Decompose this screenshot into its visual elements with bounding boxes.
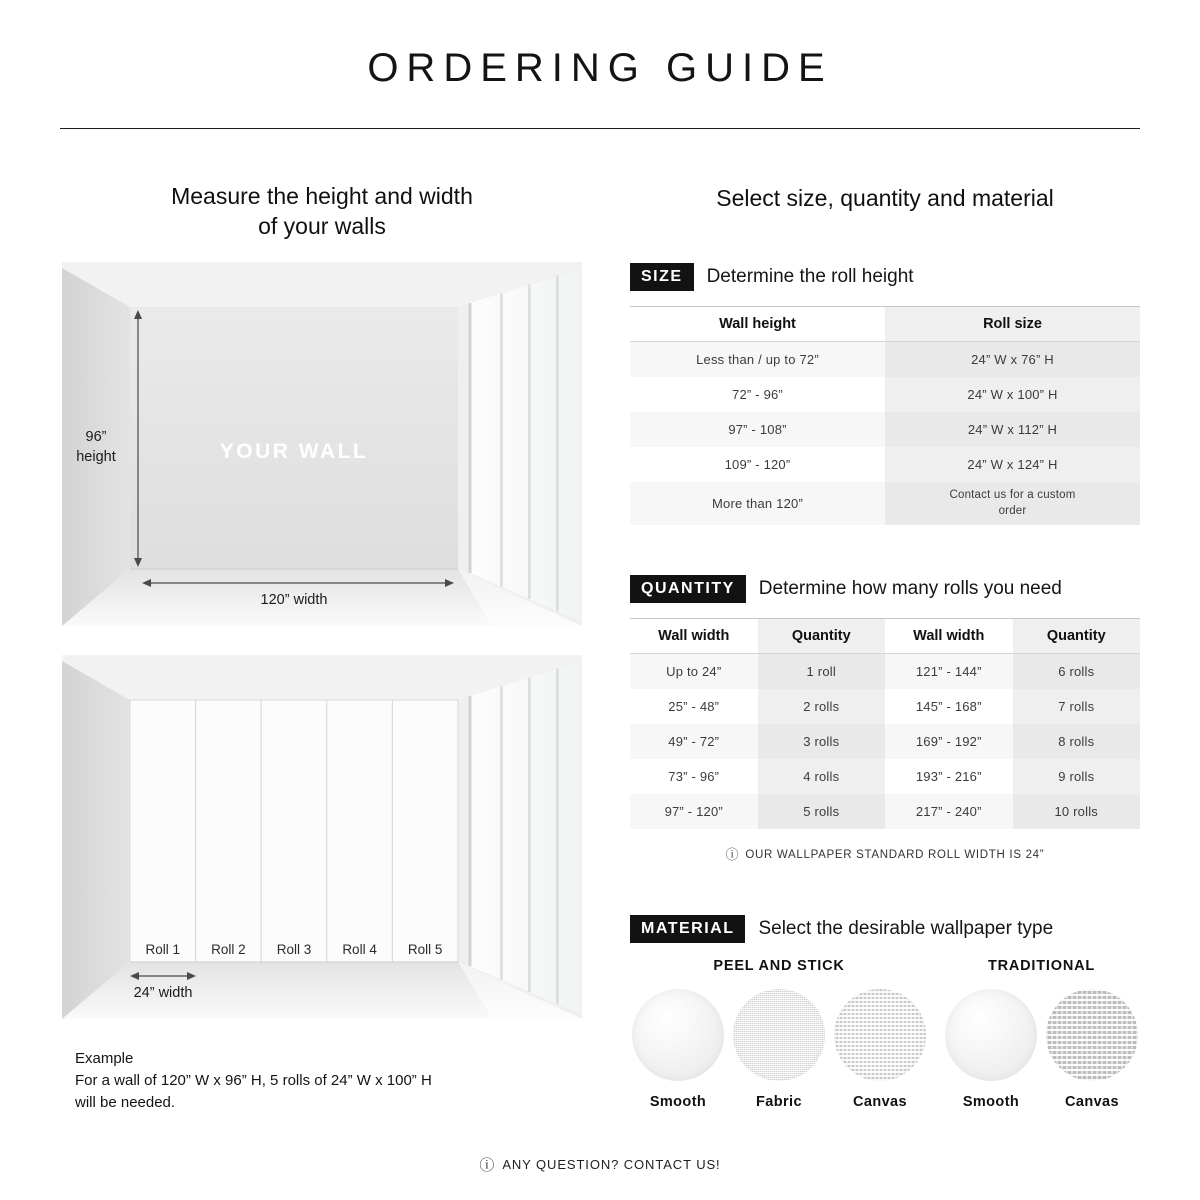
roll-label-5: Roll 5 (407, 942, 443, 957)
quantity-table-row (630, 689, 1140, 724)
wall-width-cell: 97” - 120” (630, 794, 758, 829)
roll-panel-5 (392, 700, 458, 962)
size-table (630, 306, 1140, 525)
wall-width-cell: 49” - 72” (630, 724, 758, 759)
title-divider (60, 128, 1140, 129)
size-subtitle: Determine the roll height (706, 266, 914, 287)
size-table-row (630, 377, 1140, 412)
measure-heading-line2: of your walls (258, 213, 386, 240)
quantity-cell: 1 roll (758, 654, 886, 690)
smooth-texture-swatch (632, 989, 724, 1081)
roll-panel-4 (327, 700, 393, 962)
roll-labels (130, 942, 458, 957)
wall-height-column-header: Wall height (630, 307, 885, 342)
wall-width-cell: Up to 24” (630, 654, 758, 690)
window (470, 661, 582, 1015)
measure-heading (62, 181, 582, 242)
roll-size-cell: 24” W x 124” H (885, 447, 1140, 482)
swatch-canvas (832, 989, 928, 1110)
material-groups (630, 958, 1140, 1110)
roll-label-2: Roll 2 (211, 942, 246, 957)
custom-order-note: Contact us for a custom order (949, 489, 1076, 517)
swatch-label: Canvas (1065, 1094, 1119, 1110)
wall-height-cell: 109” - 120” (724, 457, 791, 472)
size-table-row (630, 482, 1140, 525)
wall-height-cell: 97” - 108” (630, 412, 885, 447)
your-wall-label: YOUR WALL (219, 440, 369, 463)
swatch-label: Smooth (649, 1094, 707, 1110)
wall-height-label (62, 428, 130, 467)
quantity-subtitle: Determine how many rolls you need (758, 578, 1062, 599)
size-table-header-row (630, 307, 1140, 342)
wall-width-label: 120” width (260, 592, 328, 608)
back-wall (130, 307, 458, 569)
room-illustration-rolls (62, 655, 582, 1019)
roll-size-column-header: Roll size (885, 307, 1140, 342)
wall-width-cell: 121” - 144” (885, 654, 1013, 690)
roll-panel-1 (130, 700, 196, 962)
quantity-section (630, 575, 1140, 863)
roll-width-note (630, 844, 1140, 863)
wall-width-column-header: Wall width (630, 619, 758, 654)
size-badge: SIZE (630, 263, 694, 291)
traditional-swatches (943, 989, 1140, 1110)
quantity-badge: QUANTITY (630, 575, 746, 603)
wall-width-cell: 145” - 168” (915, 699, 982, 714)
quantity-cell: 5 rolls (758, 794, 886, 829)
wall-height-value: 96” (85, 429, 107, 445)
wall-width-column-header: Wall width (885, 619, 1013, 654)
info-icon: ⓘ (725, 847, 740, 862)
quantity-cell: 4 rolls (758, 759, 886, 794)
roll-size-cell: 24” W x 100” H (885, 377, 1140, 412)
material-badge: MATERIAL (630, 915, 745, 943)
swatch-fabric (731, 989, 827, 1110)
page-title: ORDERING GUIDE (367, 46, 833, 90)
wall-height-cell: 72” - 96” (732, 387, 783, 402)
quantity-cell: 6 rolls (1013, 654, 1141, 690)
window (470, 268, 582, 622)
quantity-table-row (630, 759, 1140, 794)
traditional-title: TRADITIONAL (987, 958, 1096, 974)
peel-and-stick-swatches (630, 989, 928, 1110)
swatch-canvas (1044, 989, 1140, 1110)
roll-panel-3 (261, 700, 327, 962)
smooth-texture-swatch (945, 989, 1037, 1081)
swatch-smooth (943, 989, 1039, 1110)
size-table-row (630, 342, 1140, 378)
canvas-texture-swatch (834, 989, 926, 1081)
footer-contact-note (0, 1154, 1200, 1175)
quantity-table (630, 618, 1140, 829)
example-block (75, 1048, 432, 1113)
size-table-row (630, 447, 1140, 482)
room-scene-2 (62, 655, 582, 1019)
swatch-smooth (630, 989, 726, 1110)
size-table-row (630, 412, 1140, 447)
quantity-column-header: Quantity (758, 619, 886, 654)
info-icon: ⓘ (479, 1157, 496, 1174)
wall-width-cell: 193” - 216” (915, 769, 982, 784)
roll-label-1: Roll 1 (145, 942, 181, 957)
quantity-table-header-row (630, 619, 1140, 654)
quantity-table-row (630, 794, 1140, 829)
roll-width-label: 24” width (133, 985, 193, 1001)
quantity-table-row (630, 724, 1140, 759)
quantity-section-header (630, 575, 1140, 603)
select-heading: Select size, quantity and material (716, 185, 1054, 211)
peel-and-stick-title: PEEL AND STICK (713, 958, 845, 974)
material-subtitle: Select the desirable wallpaper type (758, 918, 1054, 939)
roll-width-note-text: OUR WALLPAPER STANDARD ROLL WIDTH IS 24” (745, 849, 1045, 861)
quantity-column-header: Quantity (1013, 619, 1141, 654)
footer-contact-text: ANY QUESTION? CONTACT US! (502, 1157, 721, 1172)
roll-size-cell: 24” W x 112” H (885, 412, 1140, 447)
measure-heading-line1: Measure the height and width (171, 183, 473, 209)
fabric-texture-swatch (733, 989, 825, 1081)
material-section-header (630, 915, 1140, 943)
wall-height-cell: More than 120” (630, 482, 885, 525)
quantity-table-row (630, 654, 1140, 690)
example-title: Example (75, 1050, 134, 1067)
quantity-cell: 3 rolls (758, 724, 886, 759)
wall-width-cell: 169” - 192” (885, 724, 1013, 759)
roll-size-cell: 24” W x 76” H (885, 342, 1140, 378)
quantity-cell: 7 rolls (1013, 689, 1141, 724)
wall-width-cell: 73” - 96” (668, 769, 720, 784)
swatch-label: Smooth (962, 1094, 1020, 1110)
wall-height-cell: Less than / up to 72” (630, 342, 885, 378)
swatch-label: Canvas (853, 1094, 907, 1110)
canvas-texture-swatch (1046, 989, 1138, 1081)
quantity-cell: 9 rolls (1013, 759, 1141, 794)
material-group-peel-and-stick (630, 958, 928, 1110)
wall-width-cell: 217” - 240” (885, 794, 1013, 829)
roll-panel-2 (196, 700, 262, 962)
size-section-header (630, 263, 1140, 291)
quantity-cell: 8 rolls (1013, 724, 1141, 759)
quantity-cell: 2 rolls (758, 689, 886, 724)
material-section (630, 915, 1140, 1110)
left-wall (62, 661, 130, 1019)
wallpaper-roll-panels (130, 700, 458, 962)
roll-label-3: Roll 3 (276, 942, 312, 957)
swatch-label: Fabric (756, 1094, 802, 1110)
example-line2: will be needed. (75, 1093, 176, 1111)
quantity-cell: 10 rolls (1013, 794, 1141, 829)
wall-height-word: height (76, 448, 116, 465)
size-section (630, 263, 1140, 525)
roll-size-cell (885, 482, 1140, 525)
roll-label-4: Roll 4 (342, 942, 377, 957)
wall-width-cell: 25” - 48” (668, 699, 720, 714)
material-group-traditional (943, 958, 1140, 1110)
example-line1: For a wall of 120” W x 96” H, 5 rolls of 24” W x 100” H (75, 1071, 432, 1089)
room-illustration-your-wall (62, 262, 582, 626)
